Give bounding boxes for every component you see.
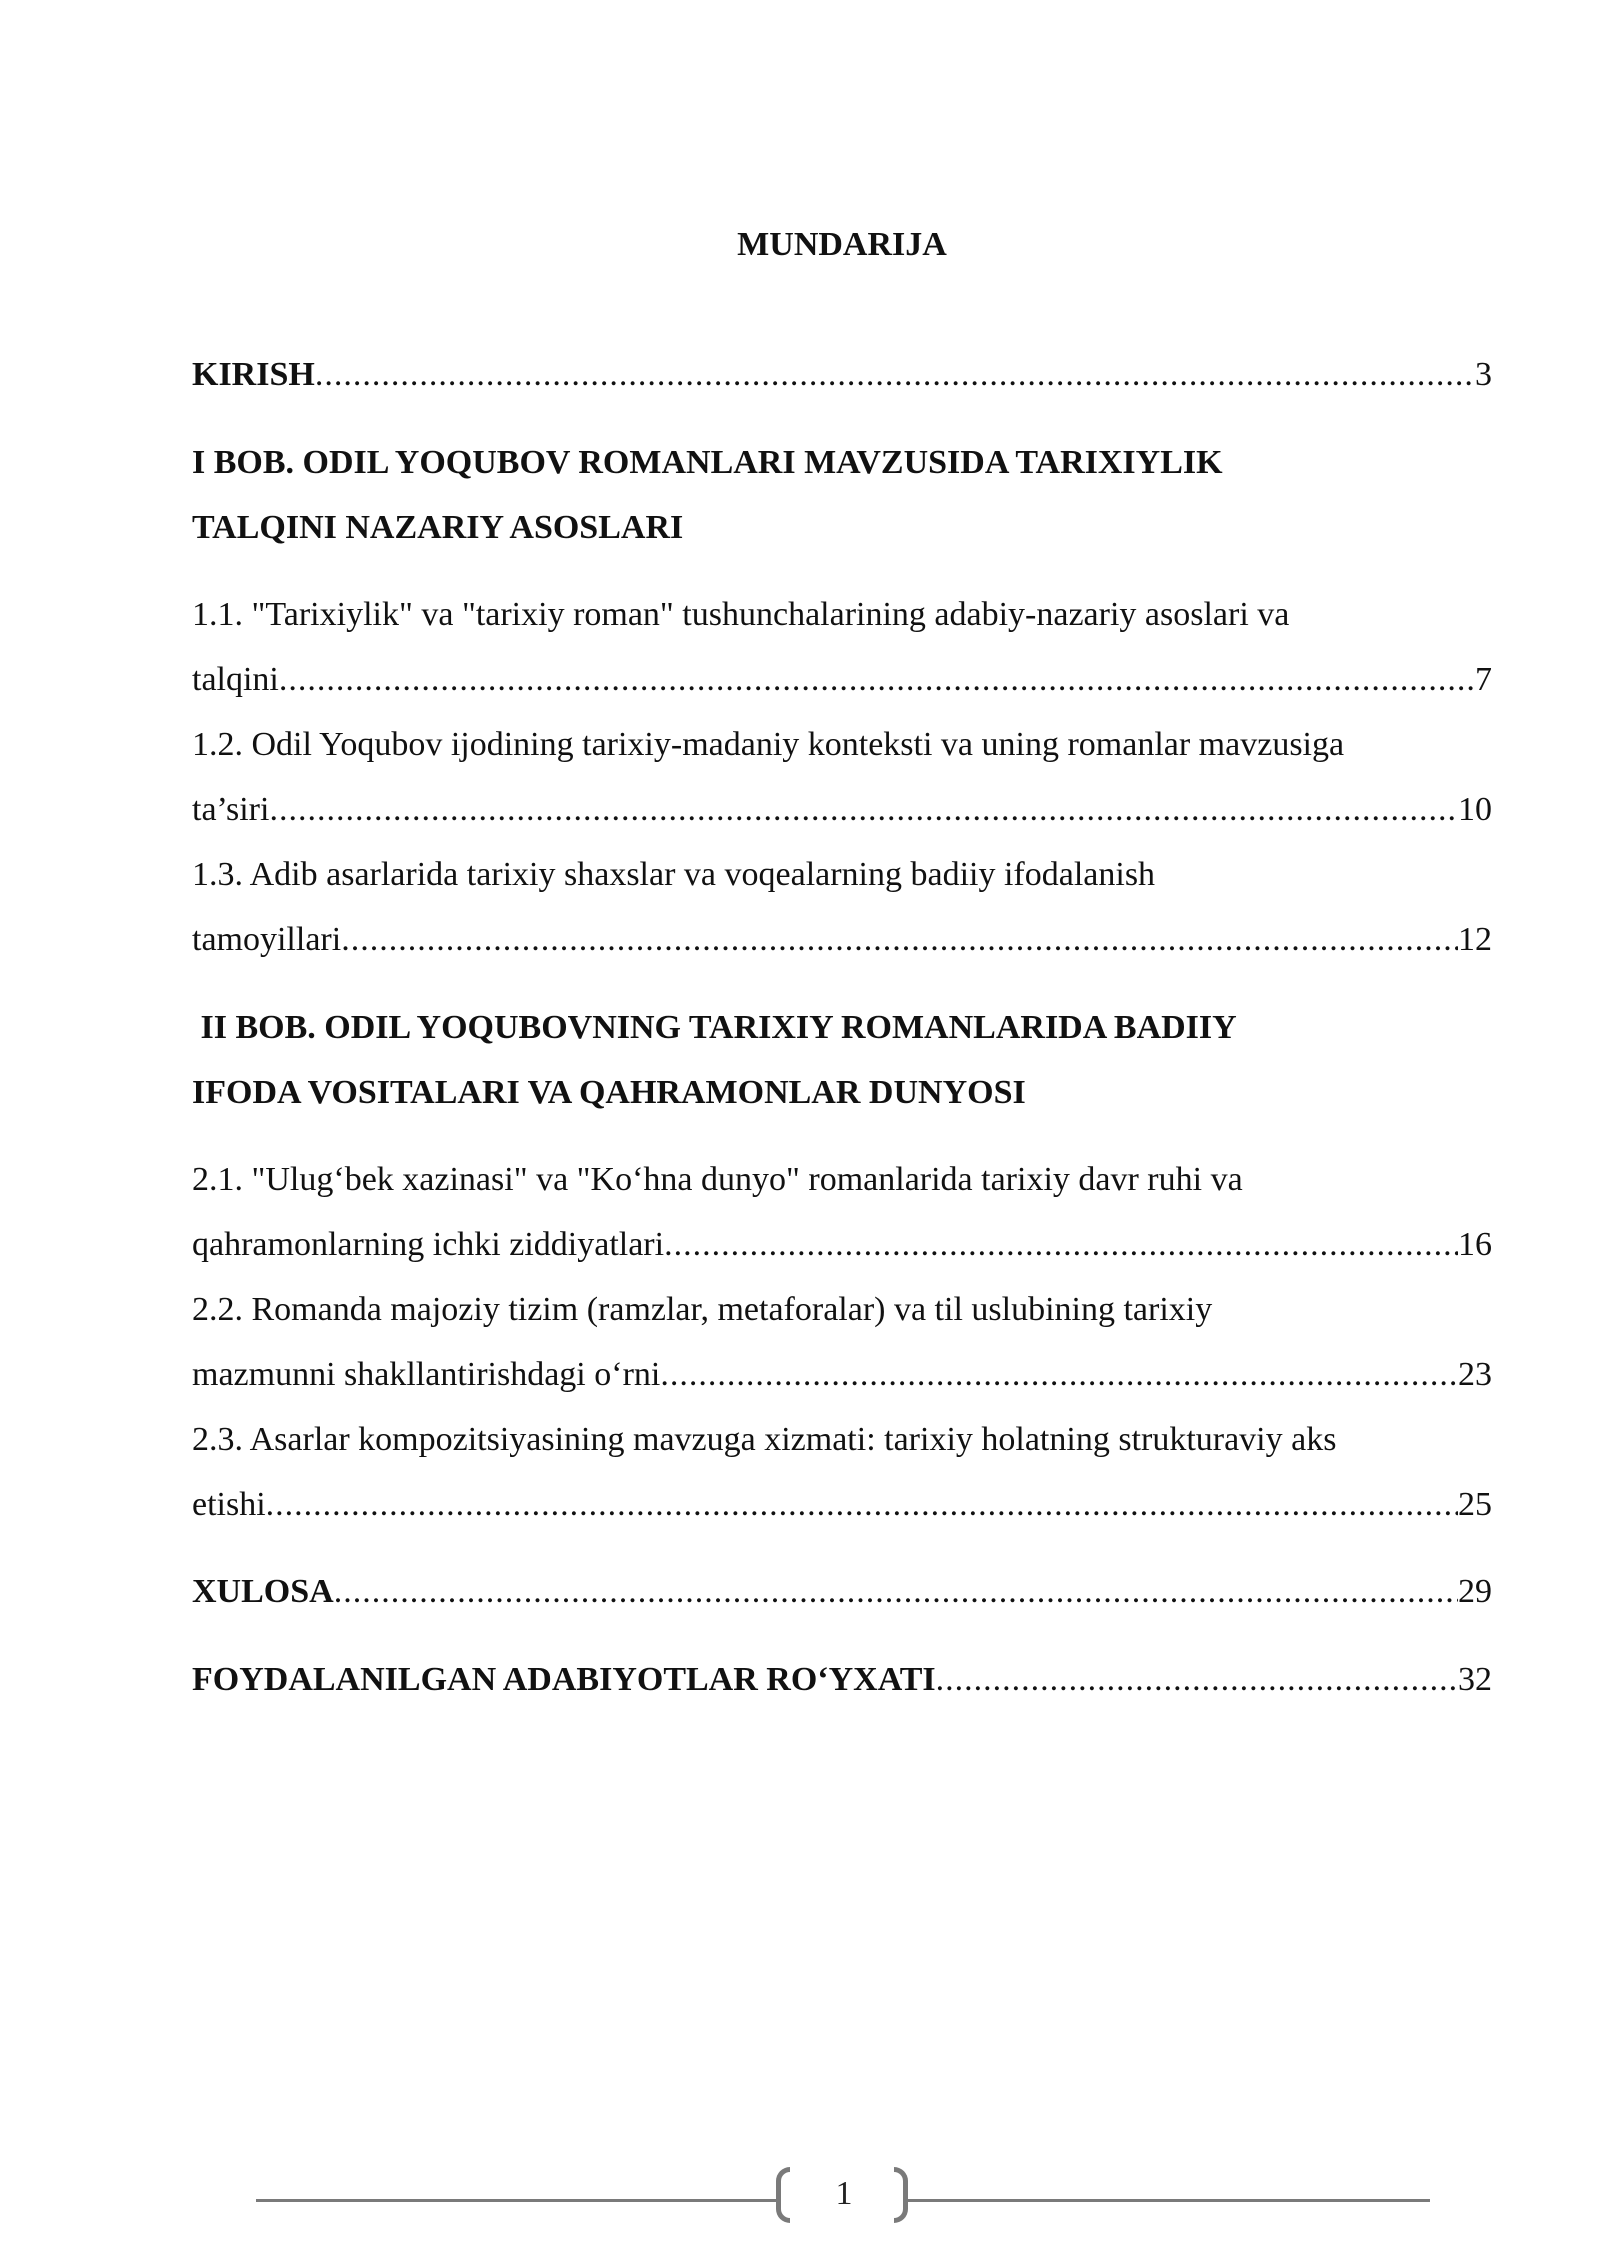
toc-section-label: 1.3. Adib asarlarida tarixiy shaxslar va voqealarning badiiy ifodalanish [192, 856, 1156, 893]
toc-leader-dots [664, 1222, 1458, 1268]
toc-entry-label: FOYDALANILGAN ADABIYOTLAR RO‘YXATI [192, 1661, 936, 1698]
footer-rule-right [908, 2199, 1430, 2202]
toc-leader-dots [279, 657, 1475, 703]
toc-section-label: 2.3. Asarlar kompozitsiyasining mavzuga xizmati: tarixiy holatning strukturaviy aks [192, 1421, 1337, 1458]
toc-section-1-2-cont[interactable] [192, 787, 1492, 833]
toc-chapter-1-heading-cont[interactable] [192, 505, 1492, 551]
toc-leader-dots [334, 1569, 1458, 1615]
toc-page-number: 10 [1458, 791, 1492, 828]
toc-leader-dots [315, 352, 1475, 398]
toc-section-2-2[interactable] [192, 1287, 1492, 1333]
toc-section-1-2[interactable] [192, 722, 1492, 768]
toc-chapter-label: II BOB. ODIL YOQUBOVNING TARIXIY ROMANLARIDA BADIIY [192, 1009, 1237, 1046]
toc-chapter-2-heading-cont[interactable] [192, 1070, 1492, 1116]
toc-leader-dots [341, 917, 1458, 963]
toc-page-number: 32 [1458, 1661, 1492, 1698]
toc-page-number: 25 [1458, 1486, 1492, 1523]
toc-section-label: qahramonlarning ichki ziddiyatlari [192, 1226, 665, 1263]
page-footer [0, 2165, 1600, 2235]
toc-section-label: ta’siri [192, 791, 270, 828]
toc-page-number: 12 [1458, 921, 1492, 958]
left-brace-icon [776, 2167, 790, 2223]
toc-section-label: talqini [192, 661, 279, 698]
toc-section-label: 1.2. Odil Yoqubov ijodining tarixiy-madaniy konteksti va uning romanlar mavzusiga [192, 726, 1345, 763]
toc-section-2-1-cont[interactable] [192, 1222, 1492, 1268]
toc-leader-dots [936, 1657, 1458, 1703]
toc-section-1-1-cont[interactable] [192, 657, 1492, 703]
toc-page-number: 7 [1475, 661, 1492, 698]
toc-chapter-label: IFODA VOSITALARI VA QAHRAMONLAR DUNYOSI [192, 1074, 1026, 1111]
toc-section-1-3-cont[interactable] [192, 917, 1492, 963]
toc-section-label: mazmunni shakllantirishdagi o‘rni [192, 1356, 661, 1393]
toc-leader-dots [660, 1352, 1458, 1398]
toc-chapter-2-heading[interactable] [192, 1005, 1492, 1051]
toc-page-number: 29 [1458, 1573, 1492, 1610]
toc-section-2-1[interactable] [192, 1157, 1492, 1203]
toc-chapter-label: I BOB. ODIL YOQUBOV ROMANLARI MAVZUSIDA TARIXIYLIK [192, 444, 1223, 481]
page-title: MUNDARIJA [737, 226, 947, 263]
toc-section-label: 1.1. "Tarixiylik" va "tarixiy roman" tushunchalarining adabiy-nazariy asoslari va [192, 596, 1290, 633]
toc-section-1-1[interactable] [192, 592, 1492, 638]
toc-entry-kirish[interactable] [192, 352, 1492, 398]
toc-section-label: 2.2. Romanda majoziy tizim (ramzlar, metaforalar) va til uslubining tarixiy [192, 1291, 1213, 1328]
toc-page-number: 16 [1458, 1226, 1492, 1263]
footer-page-number: 1 [835, 2175, 853, 2212]
toc-entry-adabiyotlar[interactable] [192, 1657, 1492, 1703]
footer-rule-left [256, 2199, 776, 2202]
toc-section-2-3-cont[interactable] [192, 1482, 1492, 1528]
toc-section-label: etishi [192, 1486, 266, 1523]
right-brace-icon [894, 2167, 908, 2223]
toc-leader-dots [269, 787, 1458, 833]
toc-chapter-label: TALQINI NAZARIY ASOSLARI [192, 509, 684, 546]
toc-page-number: 23 [1458, 1356, 1492, 1393]
toc-section-2-2-cont[interactable] [192, 1352, 1492, 1398]
toc-entry-label: XULOSA [192, 1573, 334, 1610]
toc-chapter-1-heading[interactable] [192, 440, 1492, 486]
toc-section-1-3[interactable] [192, 852, 1492, 898]
toc-entry-label: KIRISH [192, 356, 315, 393]
toc-section-label: tamoyillari [192, 921, 342, 958]
toc-section-label: 2.1. "Ulug‘bek xazinasi" va "Ko‘hna dunyo" romanlarida tarixiy davr ruhi va [192, 1161, 1243, 1198]
toc-leader-dots [266, 1482, 1458, 1528]
toc-page-number: 3 [1475, 356, 1492, 393]
toc-entry-xulosa[interactable] [192, 1569, 1492, 1615]
toc-section-2-3[interactable] [192, 1417, 1492, 1463]
